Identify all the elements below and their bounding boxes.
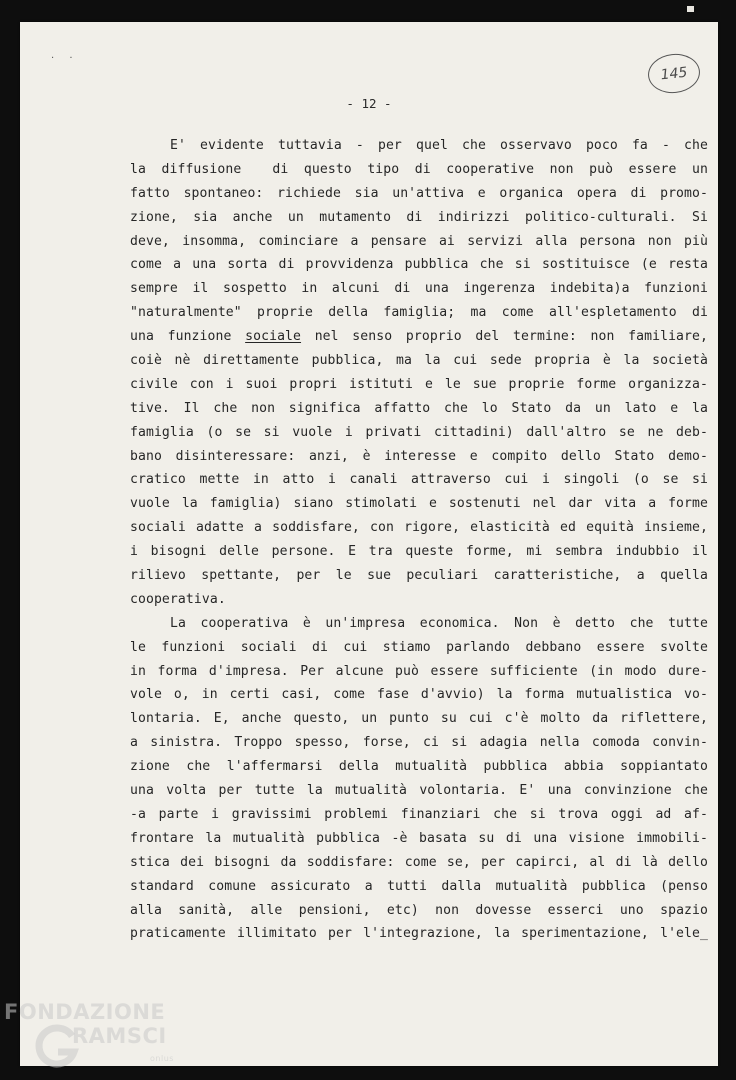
text-fragment: nel senso proprio del termine: non familiare, xyxy=(301,329,708,345)
watermark-line2: RAMSCI xyxy=(72,1024,167,1048)
text-line: come a una sorta di provvidenza pubblica che si sostituisce (e resta xyxy=(130,257,708,273)
text-line: i bisogni delle persone. E tra queste forme, mi sembra indubbio il xyxy=(130,544,708,560)
text-line: La cooperativa è un'impresa economica. Non è detto che tutte xyxy=(170,615,708,631)
document-page xyxy=(20,22,718,1066)
text-line: a sinistra. Troppo spesso, forse, ci si adagia nella comoda convin- xyxy=(130,735,708,751)
folio-stamp: 145 xyxy=(646,51,702,95)
text-line: una volta per tutte la mutualità volontaria. E' una convinzione che xyxy=(130,783,708,799)
text-line: famiglia (o se si vuole i privati cittadini) dall'altro se ne deb- xyxy=(130,424,708,440)
text-line: sempre il sospetto in alcuni di una ingerenza indebita)a funzioni xyxy=(130,281,708,297)
text-line: praticamente illimitato per l'integrazione, la sperimentazione, l'ele_ xyxy=(130,926,708,942)
text-fragment: una funzione xyxy=(130,329,246,345)
text-line: deve, insomma, cominciare a pensare ai servizi alla persona non più xyxy=(130,233,708,249)
text-line: -a parte i gravissimi problemi finanziari che si trova oggi ad af- xyxy=(130,806,708,822)
page-number: - 12 - xyxy=(346,96,392,111)
archive-watermark xyxy=(4,1000,194,1080)
text-line: "naturalmente" proprie della famiglia; ma come all'espletamento di xyxy=(130,305,708,321)
text-line: cooperativa. xyxy=(130,591,226,607)
text-line: cratico mette in atto i canali attraverso cui i singoli (o se si xyxy=(130,472,708,488)
text-line: coiè nè direttamente pubblica, ma la cui sede propria è la società xyxy=(130,353,708,369)
text-line: rilievo spettante, per le sue peculiari caratteristiche, a quella xyxy=(130,568,708,584)
text-line: frontare la mutualità pubblica -è basata su di una visione immobili- xyxy=(130,830,708,846)
text-line: stica dei bisogni da soddisfare: come se, per capirci, al di là dello xyxy=(130,854,708,870)
text-line: zione, sia anche un mutamento di indirizzi politico-culturali. Si xyxy=(130,209,708,225)
text-line: vole o, in certi casi, come fase d'avvio) la forma mutualistica vo- xyxy=(130,687,708,703)
text-line: la diffusione di questo tipo di cooperative non può essere un xyxy=(130,161,708,177)
text-line: fatto spontaneo: richiede sia un'attiva e organica opera di promo- xyxy=(130,185,708,201)
text-line: E' evidente tuttavia - per quel che osservavo poco fa - che xyxy=(170,138,708,153)
document-body xyxy=(130,134,708,946)
watermark-line1: FONDAZIONE xyxy=(4,1000,166,1024)
text-line xyxy=(130,325,708,349)
text-line: lontaria. E, anche questo, un punto su cui c'è molto da riflettere, xyxy=(130,711,708,727)
underlined-word: sociale xyxy=(245,329,302,345)
text-line: tive. Il che non significa affatto che lo Stato da un lato e la xyxy=(130,400,708,416)
text-line: vuole la famiglia) siano stimolati e sostenuti nel dar vita a forme xyxy=(130,496,708,512)
text-line: zione che l'affermarsi della mutualità pubblica abbia soppiantato xyxy=(130,759,708,775)
text-line: standard comune assicurato a tutti dalla mutualità pubblica (penso xyxy=(130,878,708,894)
watermark-sub: onlus xyxy=(150,1054,174,1063)
text-line: civile con i suoi propri istituti e le sue proprie forme organizza- xyxy=(130,376,708,392)
ink-specks: · · xyxy=(51,53,79,64)
text-line: alla sanità, alle pensioni, etc) non dovesse esserci uno spazio xyxy=(130,902,708,918)
corner-mark xyxy=(687,6,694,12)
text-line: bano disinteressare: anzi, è interesse e compito dello Stato demo- xyxy=(130,448,708,464)
text-line: le funzioni sociali di cui stiamo parlando debbano essere svolte xyxy=(130,639,708,655)
text-line: in forma d'impresa. Per alcune può essere sufficiente (in modo dure- xyxy=(130,663,708,679)
text-line: sociali adatte a soddisfare, con rigore, elasticità ed equità insieme, xyxy=(130,520,708,536)
